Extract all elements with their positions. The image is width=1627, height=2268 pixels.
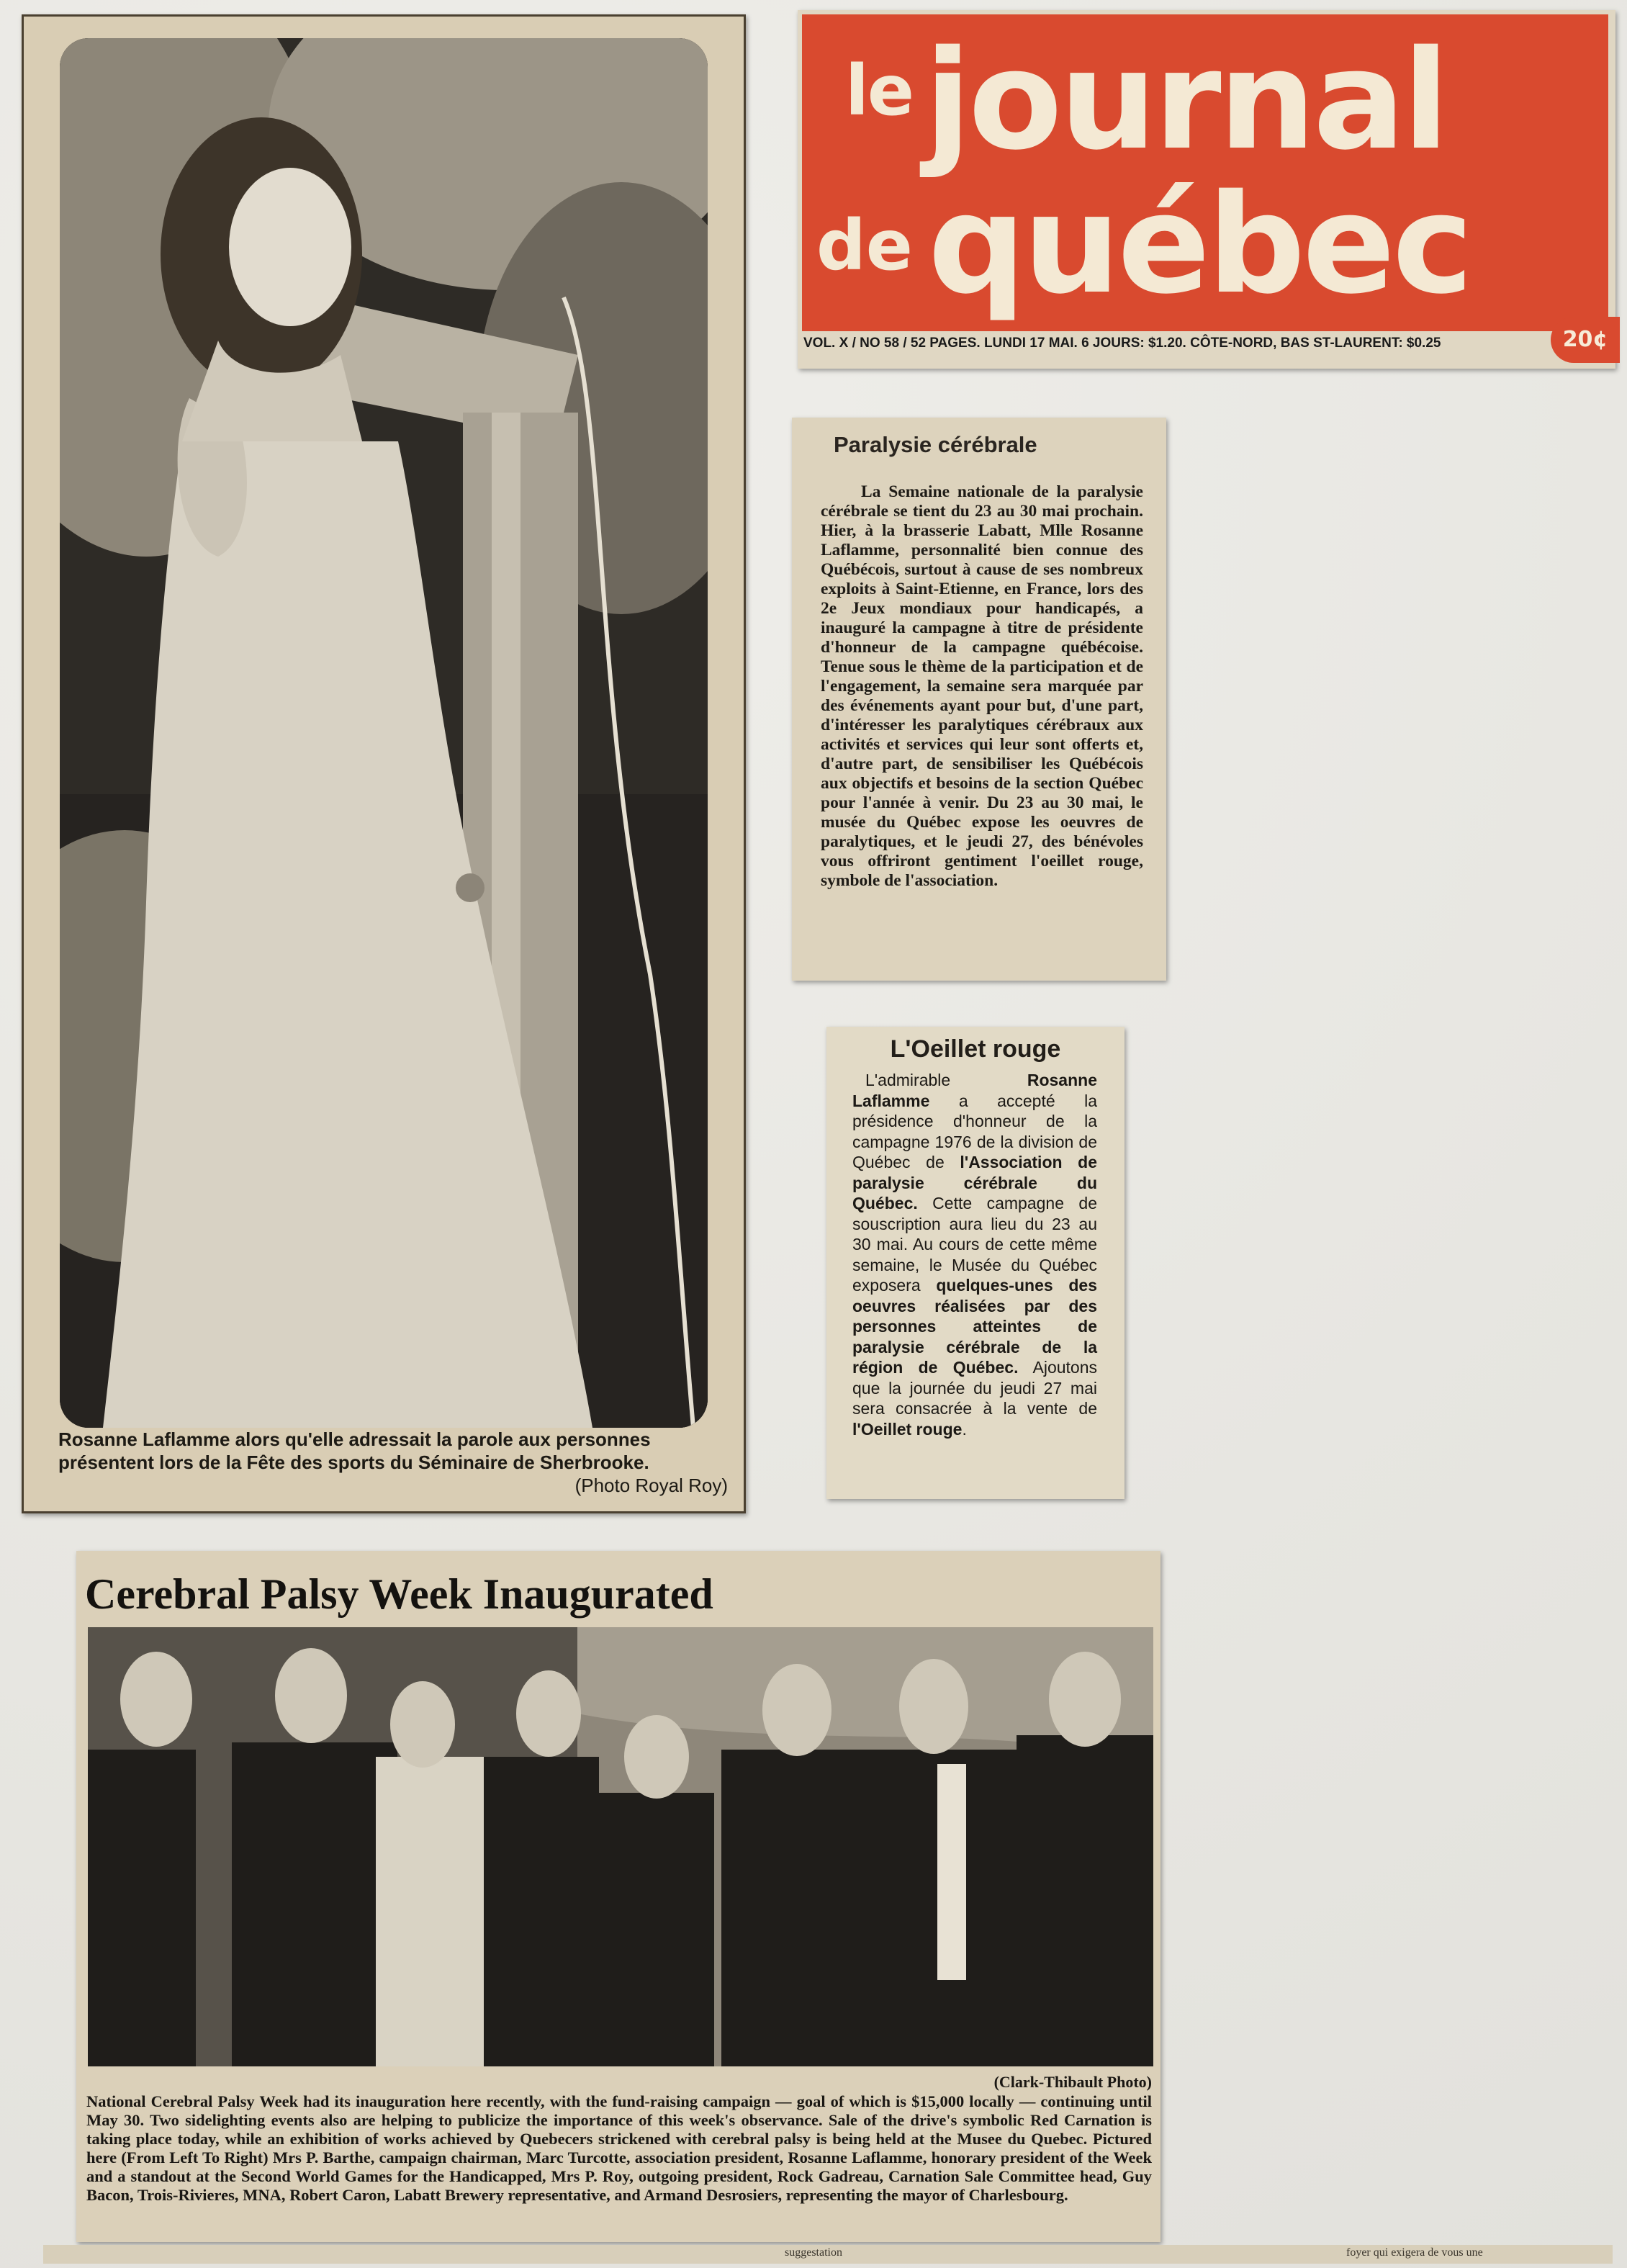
photo-caption: [58, 1428, 728, 1497]
body-text: .: [962, 1419, 967, 1439]
masthead-issue-info: VOL. X / NO 58 / 52 PAGES. LUNDI 17 MAI. 6 JOURS: $1.20. CÔTE-NORD, BAS ST-LAURENT: $0.25: [803, 336, 1441, 351]
body-bold: Rosanne Laflamme: [852, 1071, 1097, 1110]
scrap-text-right: foyer qui exigera de vous une: [1346, 2246, 1483, 2259]
body-bold: l'Oeillet rouge: [852, 1419, 963, 1439]
article-body: [852, 1070, 1097, 1439]
price-badge: 20¢: [1551, 317, 1620, 363]
masthead-journal: journal: [924, 21, 1447, 180]
article-cerebral-palsy-week: [76, 1551, 1160, 2242]
body-text: Ajoutons que la journée du jeudi 27 mai sera consacrée à la vente de: [852, 1358, 1097, 1418]
speaker-photo: [60, 38, 708, 1428]
speaker-photo-illustration: [60, 38, 708, 1428]
article-body: La Semaine nationale de la paralysie cérébrale se tient du 23 au 30 mai prochain. Hier, à la brasserie Labatt, Mlle Rosanne Laflamme, personnalité bien connue des Québécois, surtout à cause de ses nombreux exploits à Saint-Etienne, en France, lors des 2e Jeux mondiaux pour handicapés, a inauguré la campagne à titre de présidente d'honneur de la campagne québécoise. Tenue sous le thème de la participation et de l'engagement, la semaine sera marquée par des événements ayant pour but, d'une part, d'intéresser les paralytiques cérébraux aux activités et services qui leur sont offerts et, d'autre part, de sensibiliser les Québécois aux objectifs et besoins de la section Québec pour l'année à venir. Du 23 au 30 mai, le musée du Québec expose les oeuvres de paralytiques, et le jeudi 27, des bénévoles vous offriront gentiment l'oeillet rouge, symbole de l'association.: [821, 482, 1143, 890]
masthead-le: le: [845, 50, 914, 131]
group-photo: [88, 1627, 1153, 2066]
body-text: a accepté la présidence d'honneur de la campagne 1976 de la division de Québec de: [852, 1091, 1097, 1171]
photo-caption-text: Rosanne Laflamme alors qu'elle adressait la parole aux personnes présentent lors de la Fête des sports du Séminaire de Sherbrooke.: [58, 1428, 651, 1473]
article-oeillet-rouge: [826, 1027, 1125, 1499]
article-heading: L'Oeillet rouge: [890, 1035, 1061, 1063]
masthead-quebec: québec: [928, 165, 1471, 324]
body-bold: quelques-unes des oeuvres réalisées par des personnes atteintes de paralysie cérébrale de la région de Québec.: [852, 1276, 1097, 1377]
photo-clipping: [22, 14, 746, 1513]
group-photo-illustration: [88, 1627, 1153, 2066]
photo-credit: (Photo Royal Roy): [574, 1475, 728, 1496]
masthead-de: de: [816, 205, 913, 286]
bottom-scrap-strip: [43, 2245, 1613, 2264]
masthead-banner: [802, 14, 1608, 331]
group-photo-credit: (Clark-Thibault Photo): [993, 2073, 1152, 2091]
article-paralysie-cerebrale: [792, 418, 1166, 981]
article-heading: Cerebral Palsy Week Inaugurated: [85, 1570, 713, 1618]
group-photo-caption: National Cerebral Palsy Week had its inauguration here recently, with the fund-raising campaign — goal of which is $15,000 locally — continuing until May 30. Two sidelighting events also are helping to publicize the importance of this week's observance. Sale of the drive's symbolic Red Carnation is taking place today, while an exhibition of works achieved by Quebecers strickened with cerebral palsy is being held at the Musee du Quebec. Pictured here (From Left To Right) Mrs P. Barthe, campaign chairman, Marc Turcotte, association president, Rosanne Laflamme, honorary president of the Week and a standout at the Second World Games for the Handicapped, Mrs P. Roy, outgoing president, Rock Gadreau, Carnation Sale Committee head, Guy Bacon, Trois-Rivieres, MNA, Robert Caron, Labatt Brewery representative, and Armand Desrosiers, representing the mayor of Charlesbourg.: [86, 2092, 1152, 2204]
body-text: Cette campagne de souscription aura lieu du 23 au 30 mai. Au cours de cette même semaine, le Musée du Québec exposera: [852, 1194, 1097, 1295]
article-heading: Paralysie cérébrale: [834, 432, 1037, 457]
scrap-text-left: suggestation: [785, 2246, 842, 2259]
newspaper-masthead: [798, 10, 1615, 369]
body-bold: l'Association de paralysie cérébrale du Québec.: [852, 1153, 1097, 1212]
body-text: L'admirable: [865, 1071, 1027, 1089]
